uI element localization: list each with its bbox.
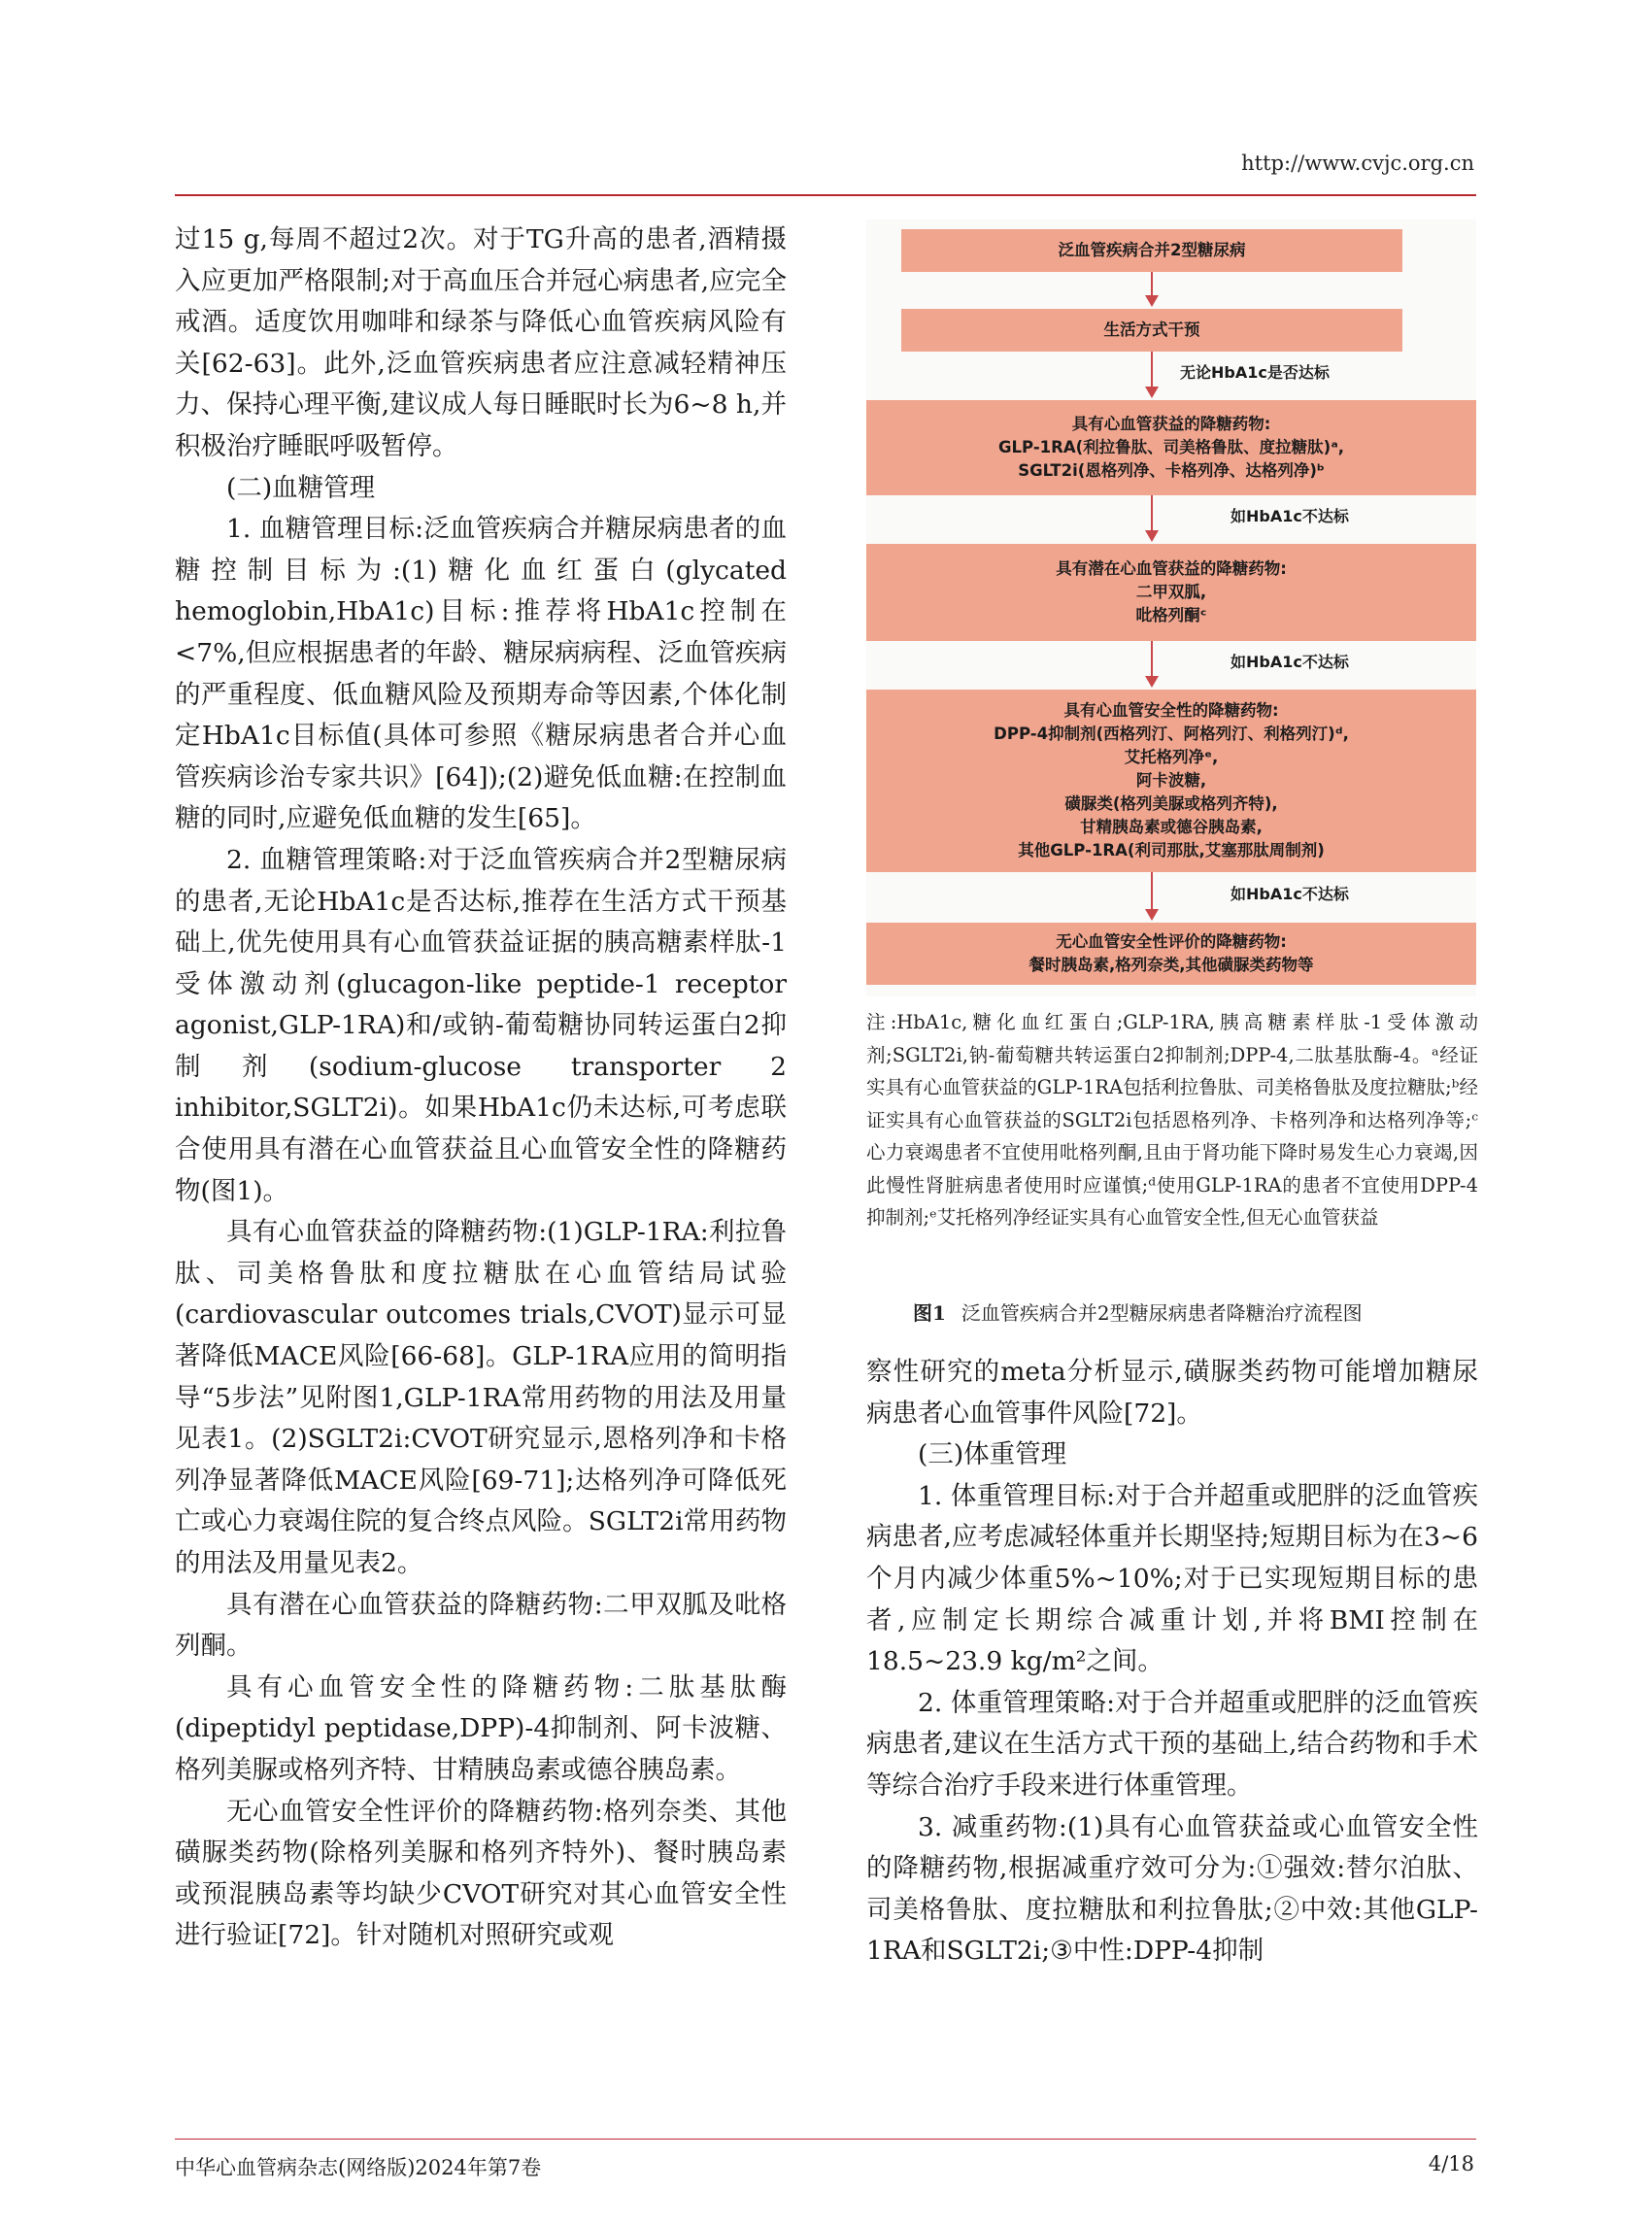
flow-arrow-head [1145,676,1159,688]
flow-box-no-evaluation [866,923,1476,985]
paragraph: 3. 减重药物:(1)具有心血管获益或心血管安全性的降糖药物,根据减重疗效可分为:①强效:替尔泊肽、司美格鲁肽、度拉糖肽和利拉鲁肽;②中效:其他GLP-1RA和SGLT2i;③中性:DPP-4抑制 [866,1811,1478,1967]
flow-arrow [1151,495,1153,532]
paragraph: 1. 体重管理目标:对于合并超重或肥胖的泛血管疾病患者,应考虑减轻体重并长期坚持;短期目标为在3~6个月内减少体重5%~10%;对于已实现短期目标的患者,应制定长期综合减重计划,并将BMI控制在18.5~23.9 kg/m²之间。 [866,1480,1478,1677]
flow-box-text: 二甲双胍, [1135,583,1207,601]
flow-box-text: 吡格列酮ᶜ [1135,606,1207,624]
flow-arrow [1151,872,1153,911]
flow-box-text: SGLT2i(恩格列净、卡格列净、达格列净)ᵇ [1018,461,1325,480]
flowchart-figure [866,219,1476,996]
flow-arrow-head [1145,295,1159,307]
flow-box-text: 艾托格列净ᵉ, [1124,748,1219,766]
left-column [175,219,787,1957]
flow-box-text: 具有潜在心血管获益的降糖药物: [1056,559,1287,578]
flow-box-cv-safety [866,690,1476,872]
figure-caption [913,1298,1363,1326]
flow-box-text: 泛血管疾病合并2型糖尿病 [1058,241,1246,259]
flow-box-cv-benefit [866,400,1476,495]
flow-condition: 如HbA1c不达标 [1231,885,1349,903]
flow-condition: 如HbA1c不达标 [1231,507,1349,525]
flow-box-lifestyle [901,309,1402,352]
flow-box-potential-benefit [866,544,1476,641]
flow-box-text: 甘精胰岛素或德谷胰岛素, [1080,818,1263,836]
paragraph: 2. 体重管理策略:对于合并超重或肥胖的泛血管疾病患者,建议在生活方式干预的基础上,结合药物和手术等综合治疗手段来进行体重管理。 [866,1687,1478,1801]
paragraph: 具有心血管安全性的降糖药物:二肽基肽酶(dipeptidyl peptidase,DPP)-4抑制剂、阿卡波糖、格列美脲或格列齐特、甘精胰岛素或德谷胰岛素。 [175,1671,787,1785]
figure-caption-label: 图1 [913,1301,946,1325]
footer-rule [175,2139,1476,2140]
header-rule [175,194,1476,196]
flow-box-text: 无心血管安全性评价的降糖药物: [1056,932,1287,951]
flow-box-text: DPP-4抑制剂(西格列汀、阿格列汀、利格列汀)ᵈ, [994,725,1349,743]
paragraph: 具有心血管获益的降糖药物:(1)GLP-1RA:利拉鲁肽、司美格鲁肽和度拉糖肽在心血管结局试验(cardiovascular outcomes trials,CVOT)显示可显著降低MACE风险[66-68]。GLP-1RA应用的简明指导“5步法”见附图1,GLP-1RA常用药物的用法及用量见表1。(2)SGLT2i:CVOT研究显示,恩格列净和卡格列净显著降低MACE风险[69-71];达格列净可降低死亡或心力衰竭住院的复合终点风险。SGLT2i常用药物的用法及用量见表2。 [175,1217,787,1578]
flow-arrow-head [1145,530,1159,542]
flow-box-start [901,229,1402,272]
flow-arrow-head [1145,387,1159,398]
flow-box-text: 具有心血管安全性的降糖药物: [1063,701,1279,720]
flow-condition: 无论HbA1c是否达标 [1180,363,1330,382]
flow-box-text: 阿卡波糖, [1135,771,1207,790]
flow-arrow [1151,272,1153,297]
paragraph: 2. 血糖管理策略:对于泛血管疾病合并2型糖尿病的患者,无论HbA1c是否达标,推荐在生活方式干预基础上,优先使用具有心血管获益证据的胰高糖素样肽-1受体激动剂(glucagon-like peptide-1 receptor agonist,GLP-1RA)和/或钠-葡萄糖协同转运蛋白2抑制剂(sodium-glucose transporter 2 inhibitor,SGLT2i)。如果HbA1c仍未达标,可考虑联合使用具有潜在心血管获益且心血管安全性的降糖药物(图1)。 [175,844,787,1206]
page-number: 4/18 [1428,2152,1474,2175]
flow-box-text: 其他GLP-1RA(利司那肽,艾塞那肽周制剂) [1018,841,1325,860]
section-heading-glucose: (二)血糖管理 [226,472,376,503]
flow-arrow [1151,352,1153,388]
flow-arrow [1151,641,1153,678]
paragraph: 无心血管安全性评价的降糖药物:格列奈类、其他磺脲类药物(除格列美脲和格列齐特外)、餐时胰岛素或预混胰岛素等均缺少CVOT研究对其心血管安全性进行验证[72]。针对随机对照研究或观 [175,1796,787,1951]
paragraph: 过15 g,每周不超过2次。对于TG升高的患者,酒精摄入应更加严格限制;对于高血压合并冠心病患者,应完全戒酒。适度饮用咖啡和绿茶与降低心血管疾病风险有关[62-63]。此外,泛血管疾病患者应注意减轻精神压力、保持心理平衡,建议成人每日睡眠时长为6~8 h,并积极治疗睡眠呼吸暂停。 [175,224,787,461]
paragraph: 1. 血糖管理目标:泛血管疾病合并糖尿病患者的血糖控制目标为:(1)糖化血红蛋白(glycated hemoglobin,HbA1c)目标:推荐将HbA1c控制在<7%,但应根据患者的年龄、糖尿病病程、泛血管疾病的严重程度、低血糖风险及预期寿命等因素,个体化制定HbA1c目标值(具体可参照《糖尿病患者合并心血管疾病诊治专家共识》[64]);(2)避免低血糖:在控制血糖的同时,应避免低血糖的发生[65]。 [175,514,787,834]
figure-note: 注:HbA1c,糖化血红蛋白;GLP-1RA,胰高糖素样肽-1受体激动剂;SGLT2i,钠-葡萄糖共转运蛋白2抑制剂;DPP-4,二肽基肽酶-4。ᵃ经证实具有心血管获益的GLP-1RA包括利拉鲁肽、司美格鲁肽及度拉糖肽;ᵇ经证实具有心血管获益的SGLT2i包括恩格列净、卡格列净和达格列净等;ᶜ心力衰竭患者不宜使用吡格列酮,且由于肾功能下降时易发生心力衰竭,因此慢性肾脏病患者使用时应谨慎;ᵈ使用GLP-1RA的患者不宜使用DPP-4抑制剂;ᵉ艾托格列净经证实具有心血管安全性,但无心血管获益 [866,1011,1478,1229]
flow-box-text: GLP-1RA(利拉鲁肽、司美格鲁肽、度拉糖肽)ᵃ, [997,438,1345,456]
figure-caption-text: 泛血管疾病合并2型糖尿病患者降糖治疗流程图 [961,1301,1363,1325]
right-column [866,1352,1478,1972]
journal-url: http://www.cvjc.org.cn [1241,152,1474,175]
flow-box-text: 磺脲类(格列美脲或格列齐特), [1064,794,1278,813]
paragraph: 察性研究的meta分析显示,磺脲类药物可能增加糖尿病患者心血管事件风险[72]。 [866,1357,1478,1429]
flow-box-text: 生活方式干预 [1103,320,1200,339]
flow-arrow-head [1145,909,1159,921]
paragraph: 具有潜在心血管获益的降糖药物:二甲双胍及吡格列酮。 [175,1589,787,1662]
flow-box-text: 餐时胰岛素,格列奈类,其他磺脲类药物等 [1028,956,1314,974]
flow-box-text: 具有心血管获益的降糖药物: [1071,415,1271,433]
journal-footer: 中华心血管病杂志(网络版)2024年第7卷 [175,2156,542,2179]
flow-condition: 如HbA1c不达标 [1231,653,1349,671]
section-heading-weight: (三)体重管理 [918,1439,1067,1470]
